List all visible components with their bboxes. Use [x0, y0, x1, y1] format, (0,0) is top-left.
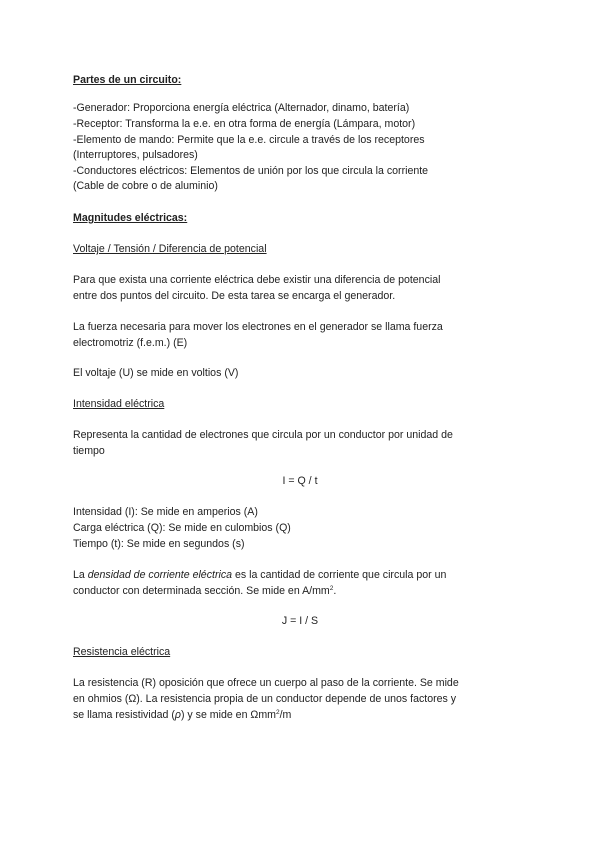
paragraph-line: La fuerza necesaria para mover los electrones en el generador se llama fuerza: [73, 321, 443, 333]
subheading-resistencia: Resistencia eléctrica: [73, 646, 171, 658]
formula-intensidad: I = Q / t: [282, 475, 318, 487]
paragraph-resistividad: [73, 708, 291, 724]
list-item-elemento-mando: -Elemento de mando: Permite que la e.e. circule a través de los receptores: [73, 134, 425, 146]
definition-line: Carga eléctrica (Q): Se mide en culombios (Q): [73, 522, 291, 534]
list-item-conductores-cont: (Cable de cobre o de aluminio): [73, 180, 218, 192]
paragraph-line: en ohmios (Ω). La resistencia propia de un conductor depende de unos factores y: [73, 693, 457, 705]
paragraph-line: tiempo: [73, 445, 105, 457]
text-run: La: [73, 569, 88, 581]
text-run: conductor con determinada sección. Se mide en A/mm: [73, 585, 330, 597]
subheading-intensidad: Intensidad eléctrica: [73, 398, 165, 410]
text-run: es la cantidad de corriente que circula por un: [232, 569, 447, 581]
rho-symbol: ρ: [174, 709, 181, 721]
superscript: 2: [329, 585, 334, 592]
text-run: se llama resistividad (: [73, 709, 175, 721]
paragraph-densidad-cont: [73, 584, 336, 600]
superscript: 2: [275, 709, 280, 716]
paragraph-line: Representa la cantidad de electrones que circula por un conductor por unidad de: [73, 429, 453, 441]
italic-term: densidad de corriente eléctrica: [87, 569, 233, 581]
list-item-receptor: -Receptor: Transforma la e.e. en otra forma de energía (Lámpara, motor): [73, 118, 416, 130]
definition-line: Tiempo (t): Se mide en segundos (s): [73, 538, 245, 550]
paragraph-line: Para que exista una corriente eléctrica debe existir una diferencia de potencial: [73, 274, 441, 286]
subheading-voltaje: Voltaje / Tensión / Diferencia de potencial: [73, 243, 267, 255]
list-item-generador: -Generador: Proporciona energía eléctrica (Alternador, dinamo, batería): [73, 102, 410, 114]
section-heading-partes: Partes de un circuito:: [73, 74, 182, 86]
paragraph-line: entre dos puntos del circuito. De esta tarea se encarga el generador.: [73, 290, 396, 302]
definition-line: Intensidad (I): Se mide en amperios (A): [73, 506, 258, 518]
formula-densidad: J = I / S: [281, 615, 319, 627]
text-run: /m: [279, 709, 292, 721]
paragraph-line: electromotriz (f.e.m.) (E): [73, 337, 188, 349]
list-item-conductores: -Conductores eléctricos: Elementos de unión por los que circula la corriente: [73, 165, 429, 177]
paragraph-densidad: [73, 568, 446, 584]
list-item-elemento-mando-cont: (Interruptores, pulsadores): [73, 149, 198, 161]
paragraph-line: La resistencia (R) oposición que ofrece un cuerpo al paso de la corriente. Se mide: [73, 677, 459, 689]
text-run: ) y se mide en Ωmm: [180, 709, 276, 721]
section-heading-magnitudes: Magnitudes eléctricas:: [73, 212, 188, 224]
text-run: .: [333, 585, 337, 597]
paragraph-line: El voltaje (U) se mide en voltios (V): [73, 367, 239, 379]
